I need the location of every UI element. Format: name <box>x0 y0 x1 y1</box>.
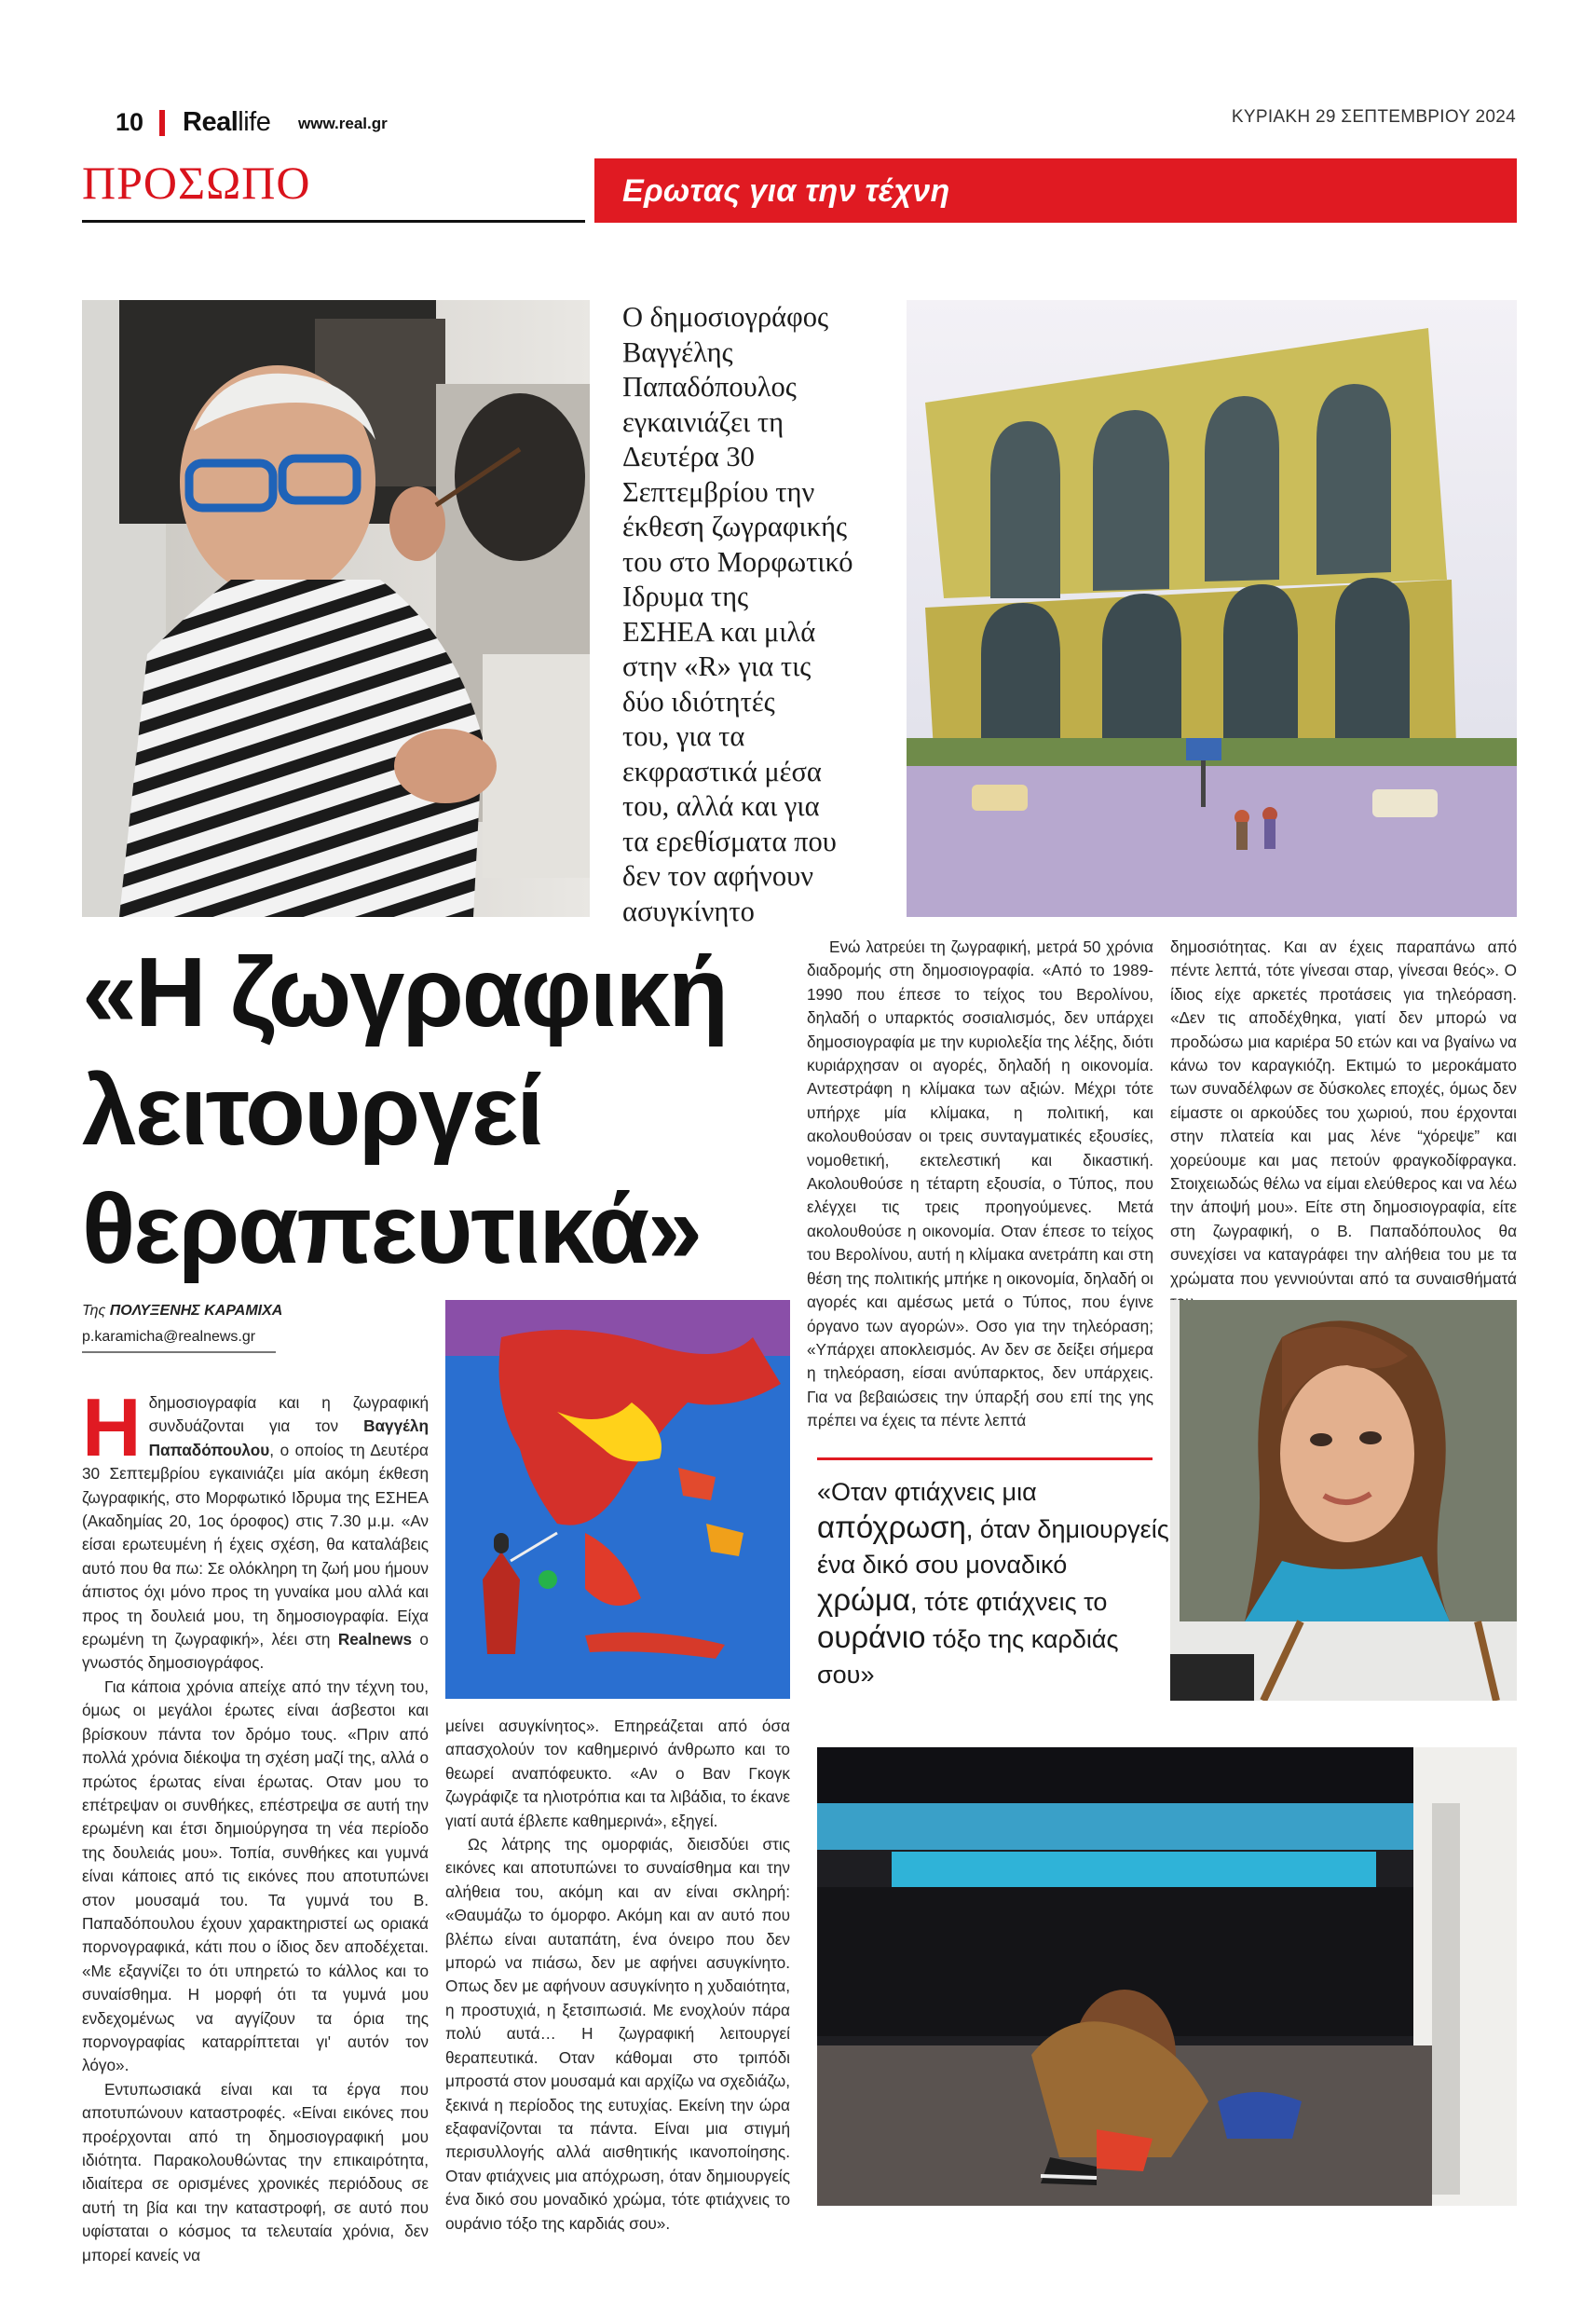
headline-line: λειτουργεί <box>82 1056 542 1166</box>
lead-paragraph <box>622 300 921 929</box>
col4-paragraph-1: δημοσιότητας. Και αν έχεις παραπάνω από πέντε λεπτά, τότε γίνεσαι σταρ, γίνεσαι θεός». Ο ίδιος είχε αρκετές προτάσεις για τηλεόραση. «Δεν τις αποδέχθηκα, γιατί δεν μπορώ να προδώσω μια καριέρα 50 ετών και να βγαίνω να κάνω τον καραγκιόζη. Εκτιμώ το μεροκάματο των συναδέλφων σε δύσκολες εποχές, όμως δεν είμαστε οι αρκούδες του χωριού, που έρχονται στην πλατεία και μας λένε “χόρεψε” και χορεύουμε και μας πετούν φραγκοδίφραγκα. Στοιχειωδώς θέλω να είμαι ελεύθερος και να λέω την άποψή μου». Είτε στη δημοσιογραφία, είτε στη ζωγραφική, ο Β. Παπαδόπουλος θα συνεχίσει να καταγράφει την αλήθεια του με τα χρώματα που γεννιούνται από τα συναισθήματά <box>1170 937 1517 1288</box>
col1-text-a: δημοσιογραφία και η ζωγραφική συνδυάζονται για τον <box>148 1393 429 1436</box>
pull-text-2: , όταν δημιουργείς ένα δικό σου μοναδικό <box>817 1515 1169 1579</box>
pull-emph-2: χρώμα <box>817 1582 910 1617</box>
pull-text-3: , τότε φτιάχνεις το <box>909 1588 1108 1616</box>
author-email: p.karamicha@realnews.gr <box>82 1329 256 1345</box>
col3-paragraph-1: Ενώ λατρεύει τη ζωγραφική, μετρά 50 χρόνια διαδρομής στη δημοσιογραφία. «Από το 1989-1990 που έπεσε το τείχος του Βερολίνου, δηλαδή ο υπαρκτός σοσιαλισμός, δεν υπάρχει δημοσιογραφία με την κυριολεξία της λέξης, διότι κυριάρχησαν οι αγορές, δηλαδή η οικονομία. Αντεστράφη η κλίμακα των αξιών. Μέχρι τότε υπήρχε μία κλίμακα, η πολιτική, και ακολουθούσαν οι τρεις συνταγματικές εξουσίες, νομοθετική, εκτελεστική και δικαστική. Ακολουθούσε η τέταρτη εξουσία, ο Τύπος, που ελέγχει τις τρεις προηγούμενες. Μετά ακολουθούσε η οικονομία. Οταν έπεσε το τείχος του Βερολίνου, αυτή η κλίμακα ανετράπη και στη θέση της πολιτικής μπήκε η οικονομία, δηλαδή οι αγορές και αμέσως μετά ο Τύπος, που έγινε όργανο των αγορών». Οσο για την τηλεόραση; «Υπάρχει αποκλεισμός. Αν δεν σε δείξει σήμερα η τηλεόραση, είσαι ανύπαρκτος, δεν υπάρχεις. Για να βεβαιώσεις την ύπαρξή σου επί της γης πρέπει να έχεις τα πέντε λεπτά <box>807 937 1153 1430</box>
pull-text-1: «Οταν φτιάχνεις μια <box>817 1478 1037 1506</box>
website-url: www.real.gr <box>298 115 388 132</box>
lead-line: στην «R» για τις <box>622 650 812 682</box>
brand-bold: Real <box>183 107 239 137</box>
lead-line: του στο Μορφωτικό <box>622 545 853 578</box>
byline <box>82 1303 282 1320</box>
headline-line: θεραπευτικά» <box>82 1174 701 1284</box>
drop-cap: Η <box>82 1381 142 1473</box>
page-number: 10 <box>116 108 144 136</box>
col1-name: Βαγγέλη Παπαδόπουλου <box>148 1416 429 1459</box>
pullquote-rule-top <box>817 1457 1153 1460</box>
section-title: ΠΡΟΣΩΠΟ <box>82 157 311 209</box>
lead-line: τα ερεθίσματα που <box>622 825 837 857</box>
col1-text-c: ο γνωστός δημοσιογράφος. <box>82 1630 429 1673</box>
byline-prefix: Της <box>82 1303 106 1319</box>
photo-woman-portrait <box>1170 1300 1517 1701</box>
banner-text: Ερωτας για την τέχνη <box>622 173 950 209</box>
headline <box>82 934 790 1289</box>
pull-text-4: τόξο της καρδιάς σου» <box>817 1625 1119 1689</box>
col1-paragraph-2: Για κάποια χρόνια απείχε από την τέχνη του, όμως οι μεγάλοι έρωτες είναι άσβεστοι και βρίσκουν πάντα τον δρόμο τους. «Πριν από πολλά χρόνια διέκοψα τη σχέση μαζί της, αλλά ο πρώτος έρωτας είναι έρωτας. Οταν μου το επέτρεψαν οι συνθήκες, επέστρεψα σε αυτή την ερωμένη και έτσι δημιούργησα τη νέα περίοδο της δουλειάς μου». Τοπία, συνθήκες και γυμνά είναι κάποιες από τις εικόνες που αποτυπώνει στον μουσαμά του. Τα γυμνά του Β. Παπαδόπουλου έχουν χαρακτηριστεί ως οριακά πορνογραφικά, κάτι που ο ίδιος δεν αποδέχεται. «Με εξαγνίζει το ότι υπηρετώ το κάλλος και το συναίσθημα. Η μορφή ότι τα γυμνά μου ενδεχομένως να αγγίζουν τα όρια της πορνογραφίας καταρρίπτεται γι' αυτόν τον λόγο». <box>82 1676 429 2075</box>
lead-line: ασυγκίνητο <box>622 895 755 927</box>
headline-line: «Η ζωγραφική <box>82 937 728 1047</box>
lead-line: Βαγγέλης <box>622 335 733 368</box>
lead-line: του, για τα <box>622 720 745 752</box>
lead-line: Ιδρυμα της <box>622 581 749 612</box>
section-rule <box>82 220 585 223</box>
brand-light: life <box>238 107 271 137</box>
byline-rule <box>82 1351 276 1353</box>
lead-line: του, αλλά και για <box>622 790 820 822</box>
pull-quote <box>817 1474 1171 1692</box>
lead-line: ΕΣΗΕΑ και μιλά <box>622 615 816 648</box>
lead-line: Ο δημοσιογράφος <box>622 301 829 333</box>
lead-line: δεν τον αφήνουν <box>622 860 813 892</box>
lead-line: εγκαινιάζει τη <box>622 405 784 438</box>
header-divider <box>159 110 165 136</box>
issue-date: ΚΥΡΙΑΚΗ 29 ΣΕΠΤΕΜΒΡΙΟΥ 2024 <box>1231 107 1516 127</box>
body-column-4 <box>1170 936 1517 1315</box>
col1-realnews: Realnews <box>337 1630 413 1649</box>
col1-paragraph-3: Εντυπωσιακά είναι και τα έργα που αποτυπώνουν καταστροφές. «Είναι εικόνες που προέρχονται από τη δημοσιογραφική μου ιδιότητα. Παρακολουθώντας την επικαιρότητα, ιδιαίτερα σε ορισμένες χρονικές περιόδους σε αυτή τη βία και την καταστροφή, σε αυτό που υφίσταται ο κόσμος τα τελευταία χρόνια, δεν μπορεί κανείς να <box>82 2079 429 2264</box>
lead-line: εκφραστικά μέσα <box>622 755 822 787</box>
photo-artist-painting <box>82 300 590 917</box>
lead-line: δύο ιδιότητές <box>622 685 775 718</box>
col1-text-b: , ο οποίος τη Δευτέρα 30 Σεπτεμβρίου εγκαινιάζει μία ακόμη έκθεση ζωγραφικής, στο Μορφωτικό Ιδρυμα της ΕΣΗΕΑ (Ακαδημίας 20, 1ος όροφος) στις 7.30 μ.μ. «Αν είσαι ερωτευμένη ή έχεις σχέση, θα καταλάβεις αυτό που θα πω: Σε ολόκληρη τη ζωή μου ήμουν άπιστος όχι μόνο προς τη γυναίκα μου αλλά και προς τη δουλειά μου, τη δημοσιογραφία. Είχα ερωμένη τη ζωγραφική», λέει στη <box>82 1440 429 1649</box>
body-column-1 <box>82 1381 429 2267</box>
brand-logo <box>183 107 270 138</box>
photo-homeless-painting <box>817 1747 1517 2206</box>
pull-emph-1: απόχρωση <box>817 1510 966 1544</box>
lead-line: Παπαδόπουλος <box>622 371 797 403</box>
body-column-3 <box>807 936 1153 1433</box>
photo-greece-map-painting <box>445 1300 790 1699</box>
col2-paragraph-1: μείνει ασυγκίνητος». Επηρεάζεται από όσα απασχολούν τον καθημερινό άνθρωπο και το θεωρεί αναπόφευκτο. «Αν ο Βαν Γκογκ ζωγράφιζε τα ηλιοτρόπια και τα λιβάδια, το έκανε γιατί αυτά έβλεπε καθημερινά», εξηγεί. <box>445 1717 790 1830</box>
pull-emph-3: ουράνιο <box>817 1620 926 1654</box>
author-name: ΠΟΛΥΞΕΝΗΣ ΚΑΡΑΜΙΧΑ <box>109 1303 283 1319</box>
body-column-2 <box>445 1715 790 2236</box>
photo-aqueduct-painting <box>907 300 1517 917</box>
lead-line: Δευτέρα 30 <box>622 441 755 472</box>
col2-paragraph-2: Ως λάτρης της ομορφιάς, διεισδύει στις εικόνες και αποτυπώνει το συναίσθημα και την αλήθεια του, ακόμη και αν είναι σκληρή: «Θαυμάζω το όμορφο. Ακόμη και αν αυτό που βλέπω είναι αυταπάτη, ένα όνειρο που δεν μπορώ να πιάσω, δεν με αφήνει ασυγκίνητο. Οπως δεν με αφήνουν ασυγκίνητο η χυδαιότητα, η προστυχιά, η ξετσιπωσιά. Με ενοχλούν πάρα πολύ αυτά… Η ζωγραφική λειτουργεί θεραπευτικά. Οταν κάθομαι στο τριπόδι μπροστά στον μουσαμά και αρχίζω να σχεδιάζω, ξεκινά η περίοδος της ευτυχίας. Εκείνη την ώρα εξαφανίζονται τα πάντα. Είναι μια στιγμή περισυλλογής αλλά αισθητικής ικανοποίησης. Οταν φτιάχνεις μια απόχρωση, όταν δημιουργείς ένα δικό σου μοναδικό χρώμα, τότε φτιάχνεις το ουράνιο τόξο της καρδιάς σου». <box>445 1835 790 2233</box>
lead-line: έκθεση ζωγραφικής <box>622 511 848 542</box>
lead-line: Σεπτεμβρίου την <box>622 475 815 508</box>
section-banner <box>594 158 1517 223</box>
